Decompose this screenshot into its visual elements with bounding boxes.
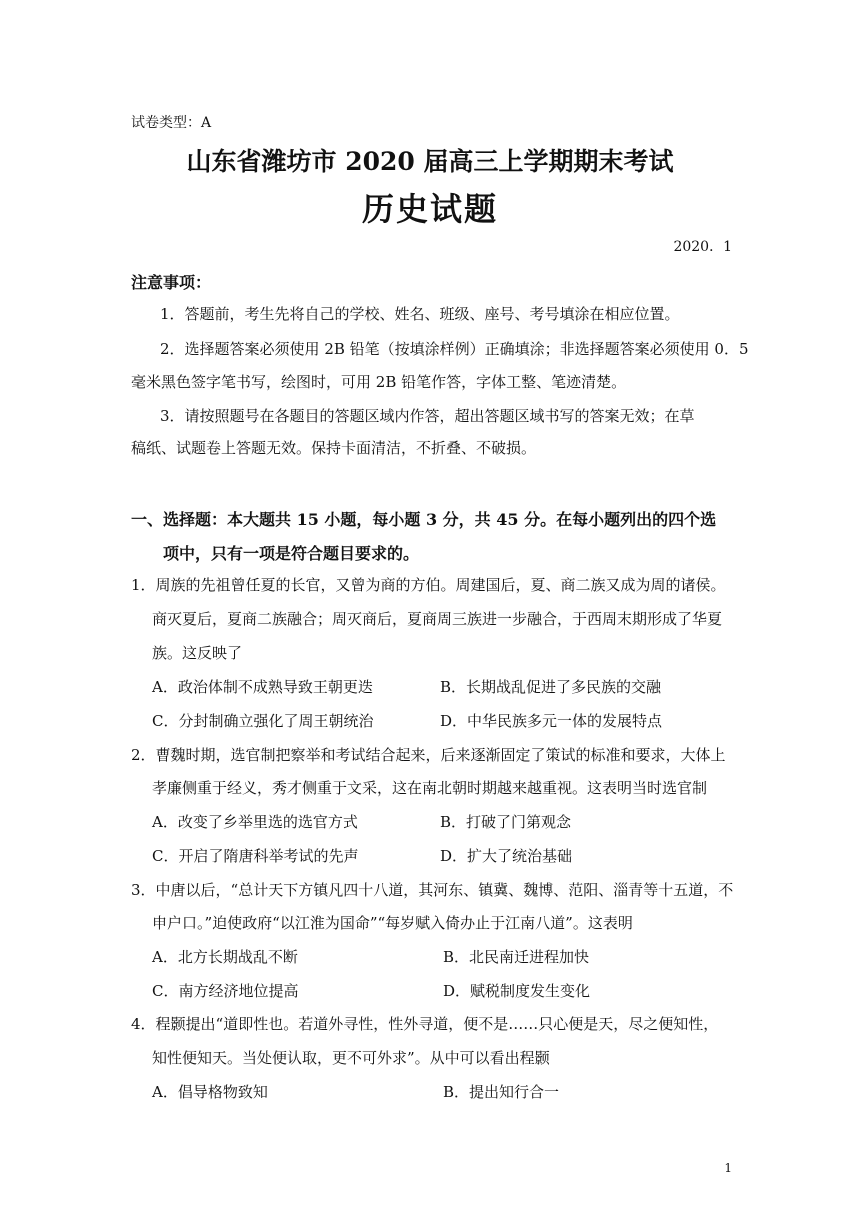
question-3-line-2: 申户口。”迫使政府“以江淮为国命”“每岁赋入倚办止于江南八道”。这表明 bbox=[152, 914, 633, 932]
question-2-option-a: A．改变了乡举里选的选官方式 bbox=[152, 813, 358, 831]
notice-heading: 注意事项： bbox=[131, 273, 212, 292]
question-4-line-1: 4．程颢提出“道即性也。若道外寻性，性外寻道，便不是……只心便是天，尽之便知性， bbox=[131, 1015, 719, 1033]
section-heading-line-1: 一、选择题：本大题共 15 小题，每小题 3 分，共 45 分。在每小题列出的四个选 bbox=[131, 510, 717, 529]
question-1-option-d: D．中华民族多元一体的发展特点 bbox=[440, 712, 663, 730]
question-1-line-3: 族。这反映了 bbox=[152, 644, 243, 662]
notice-item-3-line-1: 3．请按照题号在各题目的答题区域内作答，超出答题区域书写的答案无效；在草 bbox=[160, 407, 695, 425]
question-4-option-a: A．倡导格物致知 bbox=[152, 1083, 268, 1101]
question-3-option-c: C．南方经济地位提高 bbox=[152, 982, 299, 1000]
question-1-option-c: C．分封制确立强化了周王朝统治 bbox=[152, 712, 374, 730]
notice-item-1: 1．答题前，考生先将自己的学校、姓名、班级、座号、考号填涂在相应位置。 bbox=[160, 305, 680, 323]
question-1-line-1: 1．周族的先祖曾任夏的长官，又曾为商的方伯。周建国后，夏、商二族又成为周的诸侯。 bbox=[131, 576, 726, 594]
question-1-option-b: B．长期战乱促进了多民族的交融 bbox=[440, 678, 662, 696]
question-3-option-b: B．北民南迁进程加快 bbox=[443, 948, 590, 966]
notice-item-3-line-2: 稿纸、试题卷上答题无效。保持卡面清洁，不折叠、不破损。 bbox=[131, 439, 537, 457]
subject-title: 历史试题 bbox=[361, 190, 498, 228]
notice-item-2-line-2: 毫米黑色签字笔书写，绘图时，可用 2B 铅笔作答，字体工整、笔迹清楚。 bbox=[131, 373, 627, 391]
question-2-option-b: B．打破了门第观念 bbox=[440, 813, 572, 831]
exam-date: 2020．1 bbox=[673, 239, 732, 255]
question-2-option-c: C．开启了隋唐科举考试的先声 bbox=[152, 847, 359, 865]
question-1-option-a: A．政治体制不成熟导致王朝更迭 bbox=[152, 678, 373, 696]
page-number: 1 bbox=[724, 1161, 732, 1175]
question-2-line-1: 2．曹魏时期，选官制把察举和考试结合起来，后来逐渐固定了策试的标准和要求，大体上 bbox=[131, 746, 726, 764]
paper-type: 试卷类型：A bbox=[131, 115, 212, 131]
question-3-option-a: A．北方长期战乱不断 bbox=[152, 948, 298, 966]
question-3-line-1: 3．中唐以后，“总计天下方镇凡四十八道，其河东、镇冀、魏博、范阳、淄青等十五道，不 bbox=[131, 881, 734, 899]
section-heading-line-2: 项中，只有一项是符合题目要求的。 bbox=[163, 544, 420, 563]
question-1-line-2: 商灭夏后，夏商二族融合；周灭商后，夏商周三族进一步融合，于西周末期形成了华夏 bbox=[152, 610, 723, 628]
exam-title: 山东省潍坊市 2020 届高三上学期期末考试 bbox=[186, 147, 674, 176]
notice-item-2-line-1: 2．选择题答案必须使用 2B 铅笔（按填涂样例）正确填涂；非选择题答案必须使用 0．5 bbox=[160, 340, 749, 358]
question-4-line-2: 知性便知天。当处便认取，更不可外求”。从中可以看出程颢 bbox=[152, 1049, 550, 1067]
question-3-option-d: D．赋税制度发生变化 bbox=[443, 982, 591, 1000]
question-2-line-2: 孝廉侧重于经义，秀才侧重于文采，这在南北朝时期越来越重视。这表明当时选官制 bbox=[152, 779, 708, 797]
question-2-option-d: D．扩大了统治基础 bbox=[440, 847, 573, 865]
question-4-option-b: B．提出知行合一 bbox=[443, 1083, 560, 1101]
